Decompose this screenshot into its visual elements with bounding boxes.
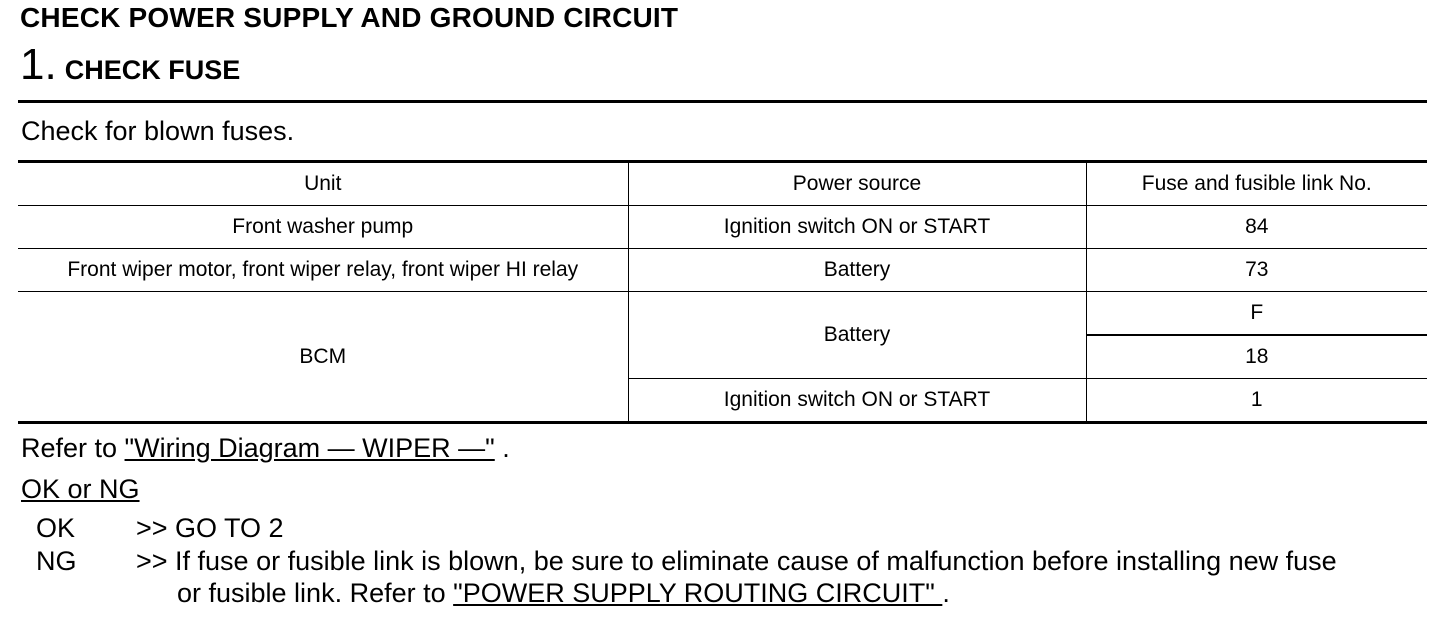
ng-cont-suffix: . <box>942 578 950 608</box>
ng-result-row <box>36 546 1337 577</box>
ok-ng-heading: OK or NG <box>21 474 140 504</box>
cell-unit: Front wiper motor, front wiper relay, front wiper HI relay <box>18 249 628 292</box>
ng-action: >> If fuse or fusible link is blown, be sure to eliminate cause of malfunction before installing new fuse <box>136 546 1337 576</box>
cell-unit: Front washer pump <box>18 206 628 249</box>
cell-power-source-battery: Battery <box>628 292 1086 379</box>
cell-fuse-no: 84 <box>1086 206 1427 249</box>
step-title: CHECK FUSE <box>64 55 241 85</box>
cell-power-source: Battery <box>628 249 1086 292</box>
cell-power-source: Ignition switch ON or START <box>628 206 1086 249</box>
heading-divider <box>18 100 1427 103</box>
step-number: 1. <box>20 40 57 89</box>
ng-action-continuation <box>177 578 950 609</box>
table-row <box>18 249 1427 292</box>
refer-line <box>21 433 510 464</box>
power-supply-routing-link[interactable]: "POWER SUPPLY ROUTING CIRCUIT" <box>453 578 943 608</box>
cell-unit-bcm: BCM <box>18 292 628 423</box>
table-header-row <box>18 162 1427 206</box>
refer-prefix: Refer to <box>21 433 125 463</box>
header-fuse-no: Fuse and fusible link No. <box>1086 162 1427 206</box>
ok-action: >> GO TO 2 <box>136 513 284 543</box>
cell-fuse-no: 1 <box>1086 379 1427 423</box>
header-power-source: Power source <box>628 162 1086 206</box>
cell-power-source-ignition: Ignition switch ON or START <box>628 379 1086 423</box>
wiring-diagram-link[interactable]: "Wiring Diagram — WIPER —" <box>124 433 495 463</box>
refer-suffix: . <box>494 433 510 463</box>
cell-fuse-no: 18 <box>1086 335 1427 379</box>
step-heading <box>20 40 240 90</box>
ng-key: NG <box>36 546 77 576</box>
header-unit: Unit <box>18 162 628 206</box>
cell-fuse-no: 73 <box>1086 249 1427 292</box>
fuse-table <box>18 160 1427 424</box>
ok-key: OK <box>36 513 76 543</box>
ng-cont-prefix: or fusible link. Refer to <box>177 578 454 608</box>
instruction-text: Check for blown fuses. <box>21 116 295 146</box>
table-row <box>18 292 1427 336</box>
ok-result-row <box>36 513 284 544</box>
table-row <box>18 206 1427 249</box>
page-title: CHECK POWER SUPPLY AND GROUND CIRCUIT <box>20 2 679 33</box>
cell-fuse-no: F <box>1086 292 1427 336</box>
